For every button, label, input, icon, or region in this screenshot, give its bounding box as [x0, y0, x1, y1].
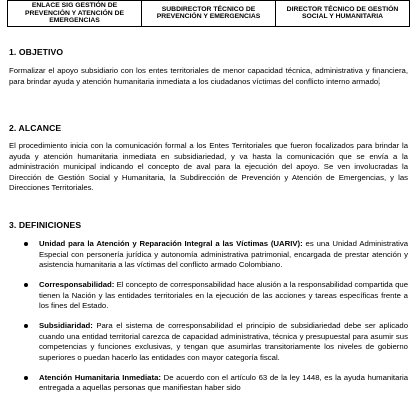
- bullet-icon: [24, 283, 28, 287]
- header-director: DIRECTOR TÉCNICO DE GESTIÓN SOCIAL Y HUMANITARIA: [276, 1, 410, 27]
- section-title-alcance: 2. ALCANCE: [9, 123, 62, 133]
- definition-text: es una Unidad Administrativa Especial con personería jurídica y autonomía administrativa patrimonial, encargada de prestar atención y asistencia humanitaria a las víctimas del conflicto armado Colombiano.: [39, 239, 409, 269]
- definition-term: Subsidiaridad:: [39, 321, 93, 330]
- definition-item: [9, 321, 408, 363]
- definition-term: Unidad para la Atención y Reparación Integral a las Víctimas (UARIV):: [39, 239, 303, 248]
- definition-text: De acuerdo con el artículo 63 de la ley 1448, es la ayuda humanitaria entregada a aquellas personas que manifiestan haber sido: [39, 372, 409, 392]
- definition-item: [9, 239, 408, 271]
- definition-term: Atención Humanitaria Inmediata:: [39, 372, 161, 382]
- bullet-icon: [24, 242, 28, 246]
- objetivo-paragraph: [9, 66, 408, 87]
- alcance-paragraph: El procedimiento inicia con la comunicación formal a los Entes Territoriales que fueron focalizados para brindar la ayuda y atención humanitaria inmediata en subsidiariedad, y va hasta la comunicación que se envía a la administración municipal indicando el concepto de aval para la ejecución del apoyo. Se ven involucradas la Dirección de Gestión Social y Humanitaria, la Subdirección de Prevención y Atención de Emergencias, y las Direcciones Territoriales.: [9, 141, 408, 193]
- bullet-icon: [24, 376, 28, 380]
- header-subdirector: SUBDIRECTOR TÉCNICO DE PREVENCIÓN Y EMERGENCIAS: [142, 1, 276, 27]
- definition-text: El concepto de corresponsabilidad hace alusión a la responsabilidad compartida que tienen la Nación y las entidades territoriales en la ejecución de las acciones y tareas específicas frente a los fines del Estado.: [39, 280, 408, 310]
- header-enlace-sig: ENLACE SIG GESTIÓN DE PREVENCIÓN Y ATENCIÓN DE EMERGENCIAS: [8, 1, 142, 27]
- definitions-list: [9, 239, 408, 403]
- section-title-definiciones: 3. DEFINICIONES: [9, 220, 82, 230]
- definition-text: Para el sistema de corresponsabilidad el principio de subsidiariedad debe ser aplicado cuando una entidad territorial carezca de capacidad administrativa, técnica y presupuestal para asumir sus competencias y funciones exclusivas, y tengan que asumirlas transitoriamente los niveles de gobierno superiores o puedan hacerlo las entidades con mayor categoría fiscal.: [39, 321, 408, 362]
- definition-item: [9, 373, 408, 394]
- objetivo-highlight: .: [378, 76, 381, 86]
- definition-term: Corresponsabilidad:: [39, 280, 115, 289]
- definition-item: [9, 280, 408, 312]
- section-title-objetivo: 1. OBJETIVO: [9, 47, 64, 57]
- approval-header-table: [7, 0, 410, 27]
- bullet-icon: [24, 324, 28, 328]
- objetivo-text: Formalizar el apoyo subsidiario con los entes territoriales de menor capacidad técnica, administrativa y financiera, para brindar ayuda y atención humanitaria inmediata a los ciudadanos víctimas del conflicto interno armado: [9, 66, 408, 86]
